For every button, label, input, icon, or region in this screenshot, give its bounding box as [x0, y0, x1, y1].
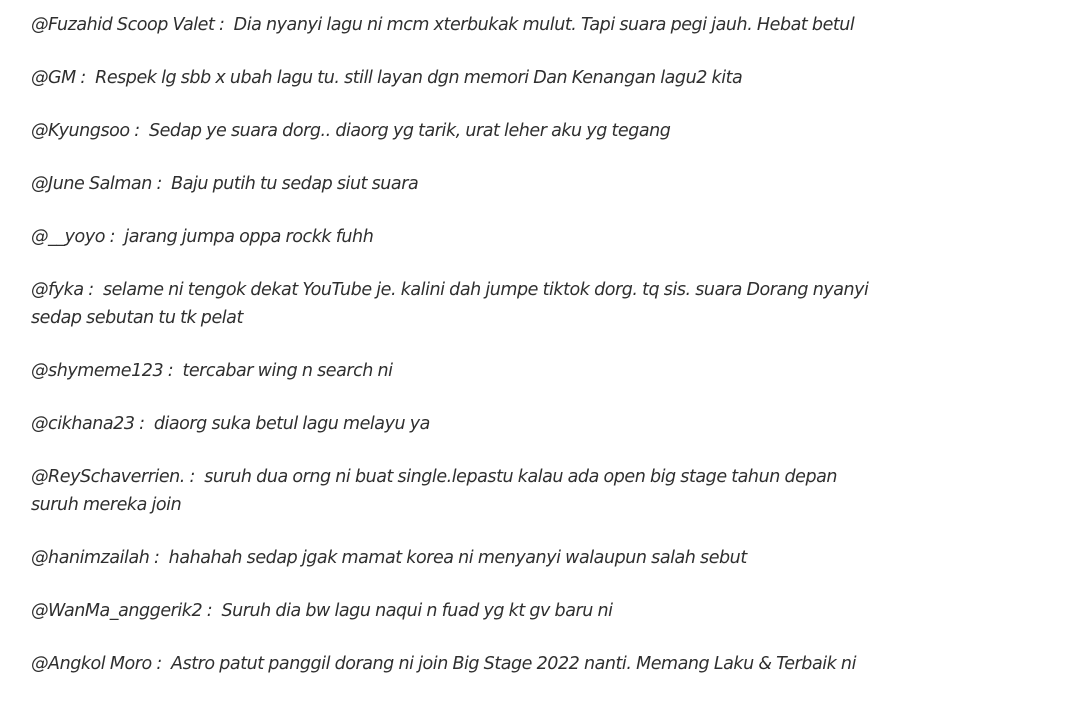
comment-username: @__yoyo: [31, 227, 105, 247]
comment-text: tercabar wing n search ni: [182, 361, 393, 381]
comment-username: @Fuzahid Scoop Valet: [31, 15, 215, 35]
comment-username: @cikhana23: [31, 414, 135, 434]
comment-username: @ReySchaverrien.: [31, 467, 185, 487]
comment-text: selame ni tengok dekat YouTube je. kalini dah jumpe tiktok dorg. tq sis. suara Dorang nyanyi sedap sebutan tu tk pelat: [31, 280, 869, 328]
comment-username: @GM: [31, 68, 76, 88]
comment: @Kyungsoo : Sedap ye suara dorg.. diaorg yg tarik, urat leher aku yg tegang: [31, 121, 671, 141]
comment-username: @Kyungsoo: [31, 121, 130, 141]
comment-text: jarang jumpa oppa rockk fuhh: [124, 227, 374, 247]
comment: @cikhana23 : diaorg suka betul lagu melayu ya: [31, 414, 430, 434]
comment-text: Suruh dia bw lagu naqui n fuad yg kt gv baru ni: [221, 601, 613, 621]
comment-username: @WanMa_anggerik2: [31, 601, 203, 621]
comment: @shymeme123 : tercabar wing n search ni: [31, 361, 393, 381]
comment-text: Baju putih tu sedap siut suara: [171, 174, 419, 194]
comment: @GM : Respek lg sbb x ubah lagu tu. still layan dgn memori Dan Kenangan lagu2 kita: [31, 68, 743, 88]
comment-text: Dia nyanyi lagu ni mcm xterbukak mulut. Tapi suara pegi jauh. Hebat betul: [233, 15, 855, 35]
comment-username: @fyka: [31, 280, 84, 300]
comment: @WanMa_anggerik2 : Suruh dia bw lagu naqui n fuad yg kt gv baru ni: [31, 601, 613, 621]
comment-username: @hanimzailah: [31, 548, 150, 568]
comment-text: Astro patut panggil dorang ni join Big Stage 2022 nanti. Memang Laku & Terbaik ni: [171, 654, 856, 674]
comment: @Angkol Moro : Astro patut panggil dorang ni join Big Stage 2022 nanti. Memang Laku & Terbaik ni: [31, 654, 856, 674]
comment-text: Respek lg sbb x ubah lagu tu. still layan dgn memori Dan Kenangan lagu2 kita: [95, 68, 743, 88]
comment: @hanimzailah : hahahah sedap jgak mamat korea ni menyanyi walaupun salah sebut: [31, 548, 747, 568]
comment: @__yoyo : jarang jumpa oppa rockk fuhh: [31, 227, 374, 247]
comment-username: @June Salman: [31, 174, 152, 194]
comment-text: diaorg suka betul lagu melayu ya: [153, 414, 430, 434]
comment: @ReySchaverrien. : suruh dua orng ni buat single.lepastu kalau ada open big stage tahun depan suruh mereka join: [31, 467, 838, 515]
comment-text: suruh dua orng ni buat single.lepastu kalau ada open big stage tahun depan suruh mereka join: [31, 467, 838, 515]
comment-list: [31, 11, 871, 703]
comment: @Fuzahid Scoop Valet : Dia nyanyi lagu ni mcm xterbukak mulut. Tapi suara pegi jauh. Hebat betul: [31, 15, 855, 35]
comment-username: @shymeme123: [31, 361, 164, 381]
comment-username: @Angkol Moro: [31, 654, 152, 674]
comment: @fyka : selame ni tengok dekat YouTube je. kalini dah jumpe tiktok dorg. tq sis. suara Dorang nyanyi sedap sebutan tu tk pelat: [31, 280, 869, 328]
comment-text: hahahah sedap jgak mamat korea ni menyanyi walaupun salah sebut: [168, 548, 747, 568]
comment-text: Sedap ye suara dorg.. diaorg yg tarik, urat leher aku yg tegang: [148, 121, 671, 141]
comment: @June Salman : Baju putih tu sedap siut suara: [31, 174, 419, 194]
